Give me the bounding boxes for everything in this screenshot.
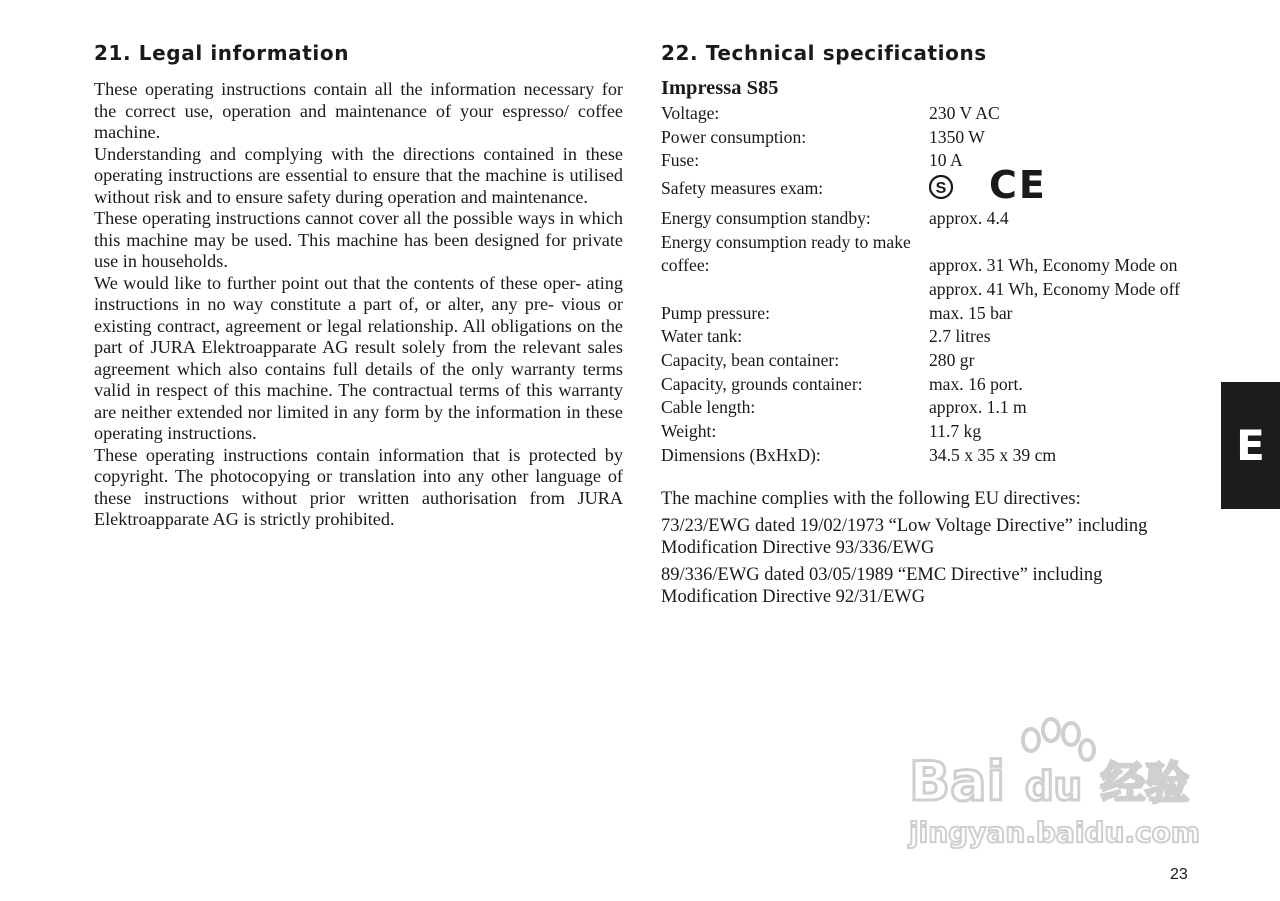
- spec-value: 1350 W: [929, 127, 985, 147]
- legal-paragraph: Understanding and complying with the directions contained in these operating instructions are essential to ensure that the machine is utilised without risk and to ensure safety during operation and maintenance.: [94, 143, 623, 207]
- spec-value: 34.5 x 35 x 39 cm: [929, 445, 1057, 465]
- eu-directives: [661, 488, 1201, 613]
- section-tab: E: [1221, 382, 1280, 509]
- spec-label: coffee:: [661, 255, 710, 275]
- spec-value: max. 16 port.: [929, 374, 1023, 394]
- spec-value: approx. 41 Wh, Economy Mode off: [929, 279, 1180, 299]
- model-name: Impressa S85: [661, 77, 779, 99]
- legal-body: [94, 79, 623, 531]
- watermark-brand-du: du: [1025, 764, 1083, 810]
- spec-value: 230 V AC: [929, 103, 1000, 123]
- directive-item: 89/336/EWG dated 03/05/1989 “EMC Directive” including Modification Directive 92/31/EWG: [661, 565, 1103, 607]
- spec-label: Energy consumption standby:: [661, 208, 871, 228]
- spec-label: Weight:: [661, 421, 717, 441]
- spec-value: approx. 4.4: [929, 208, 1009, 228]
- spec-label: Energy consumption ready to make: [661, 232, 911, 252]
- spec-label: Safety measures exam:: [661, 178, 824, 198]
- tech-heading: 22. Technical specifications: [661, 41, 987, 65]
- spec-label: Dimensions (BxHxD):: [661, 445, 821, 465]
- spec-label: Cable length:: [661, 397, 756, 417]
- certification-marks: [929, 158, 1049, 209]
- spec-value: 2.7 litres: [929, 326, 991, 346]
- spec-label: Power consumption:: [661, 127, 807, 147]
- spec-label: Voltage:: [661, 103, 720, 123]
- spec-label: Pump pressure:: [661, 303, 770, 323]
- ce-mark-icon: CE: [989, 163, 1047, 204]
- spec-label: Fuse:: [661, 150, 700, 170]
- spec-value: 11.7 kg: [929, 421, 982, 441]
- watermark-brand: Bai: [909, 750, 1006, 813]
- legal-paragraph: These operating instructions cannot cover all the possible ways in which this machine may be used. This machine has been designed for private use in households.: [94, 208, 623, 271]
- directives-intro: The machine complies with the following EU directives:: [661, 489, 1081, 509]
- spec-value: approx. 1.1 m: [929, 397, 1027, 417]
- legal-heading: 21. Legal information: [94, 41, 350, 65]
- legal-paragraph: We would like to further point out that the contents of these oper- ating instructions in no way constitute a part of, or alter, any pre- vious or existing contract, agreement or legal relationship. All obligations on the part of JURA Elektroapparate AG result solely from the relevant sales agreement which also contains full details of the only warranty terms valid in respect of this machine. The contractual terms of this warranty are neither extended nor limited in any form by the information in these operating instructions.: [94, 272, 623, 443]
- page-number: 23: [1170, 866, 1188, 883]
- spec-label: Capacity, bean container:: [661, 350, 840, 370]
- spec-value: approx. 31 Wh, Economy Mode on: [929, 255, 1178, 275]
- spec-label: Capacity, grounds container:: [661, 374, 863, 394]
- spec-value: max. 15 bar: [929, 303, 1013, 323]
- watermark-url: jingyan.baidu.com: [909, 816, 1201, 849]
- watermark-cn: 经验: [1101, 758, 1189, 809]
- s-mark-icon: [930, 176, 952, 198]
- spec-value: 280 gr: [929, 350, 975, 370]
- spec-label: Water tank:: [661, 326, 743, 346]
- spec-value: 10 A: [929, 150, 963, 170]
- legal-paragraph: These operating instructions contain all the information necessary for the correct use, operation and maintenance of your espresso/ coffee machine.: [94, 79, 623, 142]
- paw-icon: [1023, 719, 1094, 760]
- directive-item: 73/23/EWG dated 19/02/1973 “Low Voltage Directive” including Modification Directive 93/336/EWG: [661, 516, 1148, 558]
- s-mark-letter: S: [935, 180, 947, 197]
- legal-paragraph: These operating instructions contain information that is protected by copyright. The photocopying or translation into any other language of these instructions without prior written authorisation from JURA Elektroapparate AG is strictly prohibited.: [94, 444, 623, 529]
- baidu-watermark: [905, 706, 1205, 854]
